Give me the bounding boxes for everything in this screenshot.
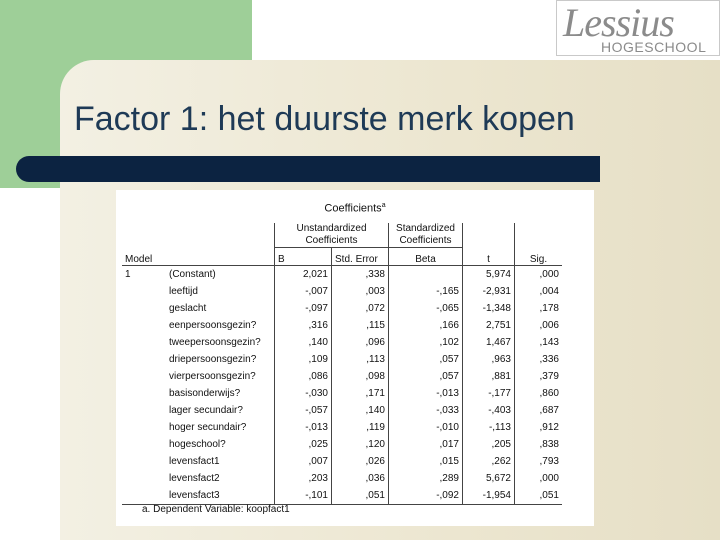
slide-title: Factor 1: het duurste merk kopen bbox=[74, 100, 575, 138]
cell-beta: -,033 bbox=[389, 402, 463, 419]
cell-beta: -,065 bbox=[389, 300, 463, 317]
cell-b: 2,021 bbox=[275, 266, 332, 284]
cell-sig: ,379 bbox=[515, 368, 563, 385]
table-row bbox=[122, 453, 562, 470]
col-sig: Sig. bbox=[515, 248, 563, 266]
cell-var: hogeschool? bbox=[169, 439, 226, 450]
col-beta: Beta bbox=[389, 248, 463, 266]
cell-se: ,113 bbox=[332, 351, 389, 368]
cell-beta: ,015 bbox=[389, 453, 463, 470]
cell-t: ,881 bbox=[463, 368, 515, 385]
cell-var: levensfact3 bbox=[166, 487, 275, 505]
cell-se: ,096 bbox=[332, 334, 389, 351]
cell-beta: ,166 bbox=[389, 317, 463, 334]
table-row bbox=[122, 351, 562, 368]
cell-beta bbox=[389, 266, 463, 284]
cell-var: hoger secundair? bbox=[169, 422, 247, 433]
cell-b: -,030 bbox=[275, 385, 332, 402]
cell-se: ,098 bbox=[332, 368, 389, 385]
footnote-text: Dependent Variable: koopfact1 bbox=[153, 504, 290, 515]
cell-t: 5,672 bbox=[463, 470, 515, 487]
cell-t: -,177 bbox=[463, 385, 515, 402]
cell-se: ,003 bbox=[332, 283, 389, 300]
cell-beta: ,057 bbox=[389, 368, 463, 385]
cell-b: -,057 bbox=[275, 402, 332, 419]
cell-var: basisonderwijs? bbox=[169, 388, 241, 399]
cell-beta: ,289 bbox=[389, 470, 463, 487]
table-row bbox=[122, 436, 562, 453]
table-row bbox=[122, 402, 562, 419]
cell-b: ,025 bbox=[275, 436, 332, 453]
cell-sig: ,793 bbox=[515, 453, 563, 470]
cell-var: lager secundair? bbox=[169, 405, 243, 416]
cell-sig: ,000 bbox=[515, 266, 563, 284]
cell-b: ,203 bbox=[275, 470, 332, 487]
cell-t: -2,931 bbox=[463, 283, 515, 300]
cell-sig: ,004 bbox=[515, 283, 563, 300]
logo-subtitle: HOGESCHOOL bbox=[601, 39, 707, 55]
cell-t: 1,467 bbox=[463, 334, 515, 351]
col-t: t bbox=[463, 248, 515, 266]
cell-var: levensfact2 bbox=[169, 473, 220, 484]
cell-se: ,140 bbox=[332, 402, 389, 419]
table-caption bbox=[116, 202, 594, 215]
cell-b: -,007 bbox=[275, 283, 332, 300]
cell-t: -,403 bbox=[463, 402, 515, 419]
cell-sig: ,838 bbox=[515, 436, 563, 453]
cell-var: leeftijd bbox=[169, 286, 198, 297]
table-row bbox=[122, 317, 562, 334]
col-std-error: Std. Error bbox=[332, 248, 389, 266]
table-row bbox=[122, 368, 562, 385]
coefficients-table bbox=[122, 223, 562, 505]
table-row bbox=[122, 283, 562, 300]
cell-se: ,051 bbox=[332, 487, 389, 505]
table-row bbox=[122, 419, 562, 436]
cell-sig: ,860 bbox=[515, 385, 563, 402]
cell-sig: ,000 bbox=[515, 470, 563, 487]
model-number: 1 bbox=[125, 269, 131, 280]
cell-sig: ,336 bbox=[515, 351, 563, 368]
cell-var: levensfact1 bbox=[169, 456, 220, 467]
cell-sig: ,178 bbox=[515, 300, 563, 317]
cell-se: ,026 bbox=[332, 453, 389, 470]
cell-b: -,101 bbox=[275, 487, 332, 505]
table-footnote bbox=[142, 504, 290, 515]
cell-var: (Constant) bbox=[169, 269, 216, 280]
cell-se: ,119 bbox=[332, 419, 389, 436]
cell-beta: -,165 bbox=[389, 283, 463, 300]
coefficients-table-image bbox=[116, 190, 594, 526]
cell-var: tweepersoonsgezin? bbox=[169, 337, 261, 348]
logo-wordmark: Lessius bbox=[563, 0, 674, 45]
cell-beta: ,017 bbox=[389, 436, 463, 453]
col-b: B bbox=[275, 248, 332, 266]
cell-sig: ,687 bbox=[515, 402, 563, 419]
cell-var: geslacht bbox=[169, 303, 207, 314]
cell-beta: ,102 bbox=[389, 334, 463, 351]
table-row bbox=[122, 334, 562, 351]
cell-b: ,140 bbox=[275, 334, 332, 351]
cell-se: ,115 bbox=[332, 317, 389, 334]
cell-beta: -,010 bbox=[389, 419, 463, 436]
cell-var: eenpersoonsgezin? bbox=[169, 320, 257, 331]
cell-var: driepersoonsgezin? bbox=[169, 354, 257, 365]
cell-sig: ,006 bbox=[515, 317, 563, 334]
cell-se: ,338 bbox=[332, 266, 389, 284]
cell-se: ,120 bbox=[332, 436, 389, 453]
cell-se: ,036 bbox=[332, 470, 389, 487]
cell-sig: ,143 bbox=[515, 334, 563, 351]
cell-b: -,013 bbox=[275, 419, 332, 436]
standardized-header: Standardized Coefficients bbox=[389, 223, 463, 248]
cell-t: -,113 bbox=[463, 419, 515, 436]
cell-beta: ,057 bbox=[389, 351, 463, 368]
col-model: Model bbox=[122, 248, 166, 266]
cell-sig: ,051 bbox=[515, 487, 563, 505]
cell-t: 2,751 bbox=[463, 317, 515, 334]
unstandardized-header: Unstandardized Coefficients bbox=[275, 223, 389, 248]
footnote-marker: a. bbox=[142, 504, 151, 515]
table-row bbox=[122, 487, 562, 505]
cell-se: ,171 bbox=[332, 385, 389, 402]
cell-t: ,262 bbox=[463, 453, 515, 470]
lessius-logo bbox=[556, 0, 720, 56]
table-row bbox=[122, 300, 562, 317]
table-row bbox=[122, 385, 562, 402]
caption-marker: a bbox=[381, 202, 386, 209]
title-underline-bar bbox=[16, 156, 600, 182]
cell-sig: ,912 bbox=[515, 419, 563, 436]
cell-t: 5,974 bbox=[463, 266, 515, 284]
cell-t: -1,348 bbox=[463, 300, 515, 317]
cell-beta: -,013 bbox=[389, 385, 463, 402]
cell-t: ,963 bbox=[463, 351, 515, 368]
cell-b: -,097 bbox=[275, 300, 332, 317]
cell-b: ,086 bbox=[275, 368, 332, 385]
cell-se: ,072 bbox=[332, 300, 389, 317]
table-caption-text: Coefficients bbox=[324, 202, 382, 215]
cell-beta: -,092 bbox=[389, 487, 463, 505]
cell-b: ,007 bbox=[275, 453, 332, 470]
cell-b: ,109 bbox=[275, 351, 332, 368]
cell-var: vierpersoonsgezin? bbox=[169, 371, 256, 382]
table-row bbox=[122, 266, 562, 284]
cell-t: ,205 bbox=[463, 436, 515, 453]
table-row bbox=[122, 470, 562, 487]
cell-b: ,316 bbox=[275, 317, 332, 334]
cell-t: -1,954 bbox=[463, 487, 515, 505]
